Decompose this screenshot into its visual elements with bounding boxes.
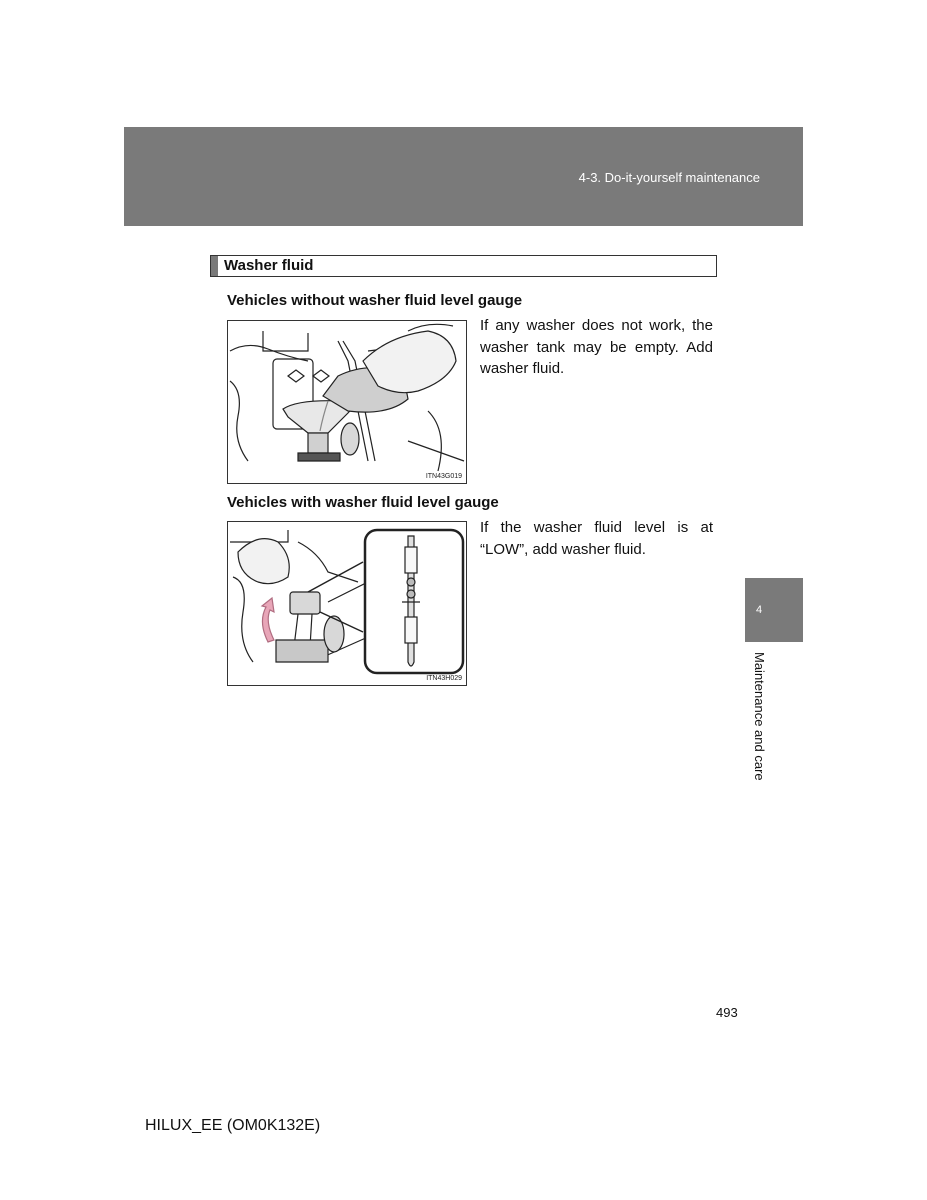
- page-number: 493: [716, 1005, 738, 1020]
- paragraph-without-gauge: If any washer does not work, the washer tank may be empty. Add washer fluid.: [480, 317, 713, 377]
- paragraph-with-gauge: If the washer fluid level is at “LOW”, add washer fluid.: [480, 519, 713, 558]
- figure-level-gauge: [227, 521, 467, 686]
- title-accent-bar: [211, 256, 218, 276]
- chapter-header-band: [124, 127, 803, 226]
- subheading-with-gauge: Vehicles with washer fluid level gauge: [227, 494, 499, 511]
- figure-code: ITN43G019: [425, 473, 462, 480]
- figure-code: ITN43H029: [426, 675, 462, 682]
- gauge-illustration: [228, 522, 466, 685]
- page-title: Washer fluid: [224, 257, 314, 274]
- refill-illustration: [228, 321, 466, 483]
- chapter-label: Maintenance and care: [752, 652, 767, 781]
- section-title-box: [210, 255, 717, 277]
- chapter-tab: [745, 578, 803, 642]
- document-footer: HILUX_EE (OM0K132E): [145, 1117, 321, 1134]
- section-title: 4-3. Do-it-yourself maintenance: [578, 170, 760, 185]
- chapter-number: 4: [756, 604, 763, 616]
- subheading-without-gauge: Vehicles without washer fluid level gauge: [227, 292, 523, 309]
- figure-refill-funnel: [227, 320, 467, 484]
